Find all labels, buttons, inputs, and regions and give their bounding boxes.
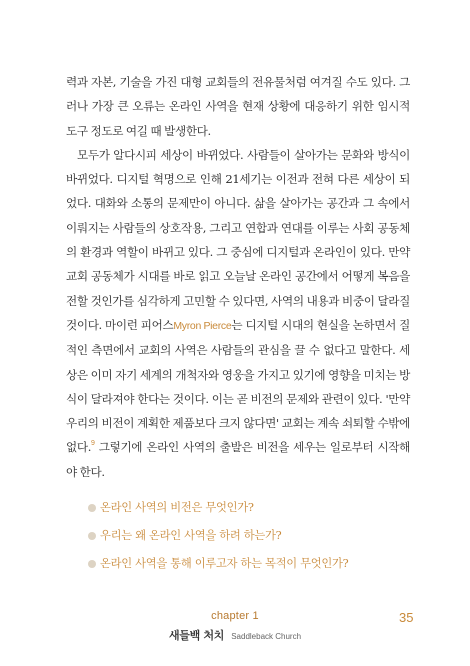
question-text: 온라인 사역의 비전은 무엇인가? — [100, 501, 254, 514]
footnote-marker: 9 — [91, 440, 95, 448]
paragraph-2-text-b: 는 디지털 시대의 현실을 논하면서 질적인 측면에서 교회의 사역은 사람들의 관심을 끌 수 없다고 말한다. 세상은 이미 자기 세계의 개척자와 영웅을 가지고 있기에 영향을 미치는 방식이 달라져야 한다는 것이다. 이는 곧 비전의 문제와 관련이 있다. '만약 우리의 비전이 계획한 제품보다 크지 않다면' 교회는 계속 쇠퇴할 수밖에 없다. — [66, 317, 411, 455]
bullet-dot-icon — [88, 560, 96, 568]
book-subtitle: Saddleback Church — [231, 632, 302, 641]
paragraph-2 — [66, 143, 410, 484]
question-item — [88, 494, 428, 522]
paragraph-1: 력과 자본, 기술을 가진 대형 교회들의 전유물처럼 여겨질 수도 있다. 그러나 가장 큰 오류는 온라인 사역을 현재 상황에 대응하기 위한 임시적 도구 정도로 여길 때 발생한다. — [66, 75, 410, 138]
question-text: 우리는 왜 온라인 사역을 하려 하는가? — [100, 529, 282, 542]
question-text: 온라인 사역을 통해 이루고자 하는 목적이 무엇인가? — [100, 557, 349, 570]
book-title: 새들백 처치 — [168, 629, 225, 642]
paragraph-2-text-a: 모두가 알다시피 세상이 바뀌었다. 사람들이 살아가는 문화와 방식이 바뀌었다. 디지털 혁명으로 인해 21세기는 이전과 전혀 다른 세상이 되었다. 대화와 소통의 문제만이 아니다. 삶을 살아가는 공간과 그 속에서 이뤄지는 사람들의 상호작용, 그리고 연합과 연대를 이루는 사회 공동체의 환경과 역할이 바뀌고 있다. 그 중심에 디지털과 온라인이 있다. 만약 교회 공동체가 시대를 바로 읽고 오늘날 온라인 공간에서 어떻게 복음을 전할 것인가를 심각하게 고민할 수 있다면, 사역의 내용과 비중이 달라질 것이다. 마이런 피어스 — [66, 147, 410, 332]
footer-chapter: chapter 1 — [211, 610, 259, 622]
question-item — [88, 522, 428, 550]
footer-book-title — [0, 624, 470, 643]
bullet-dot-icon — [88, 532, 96, 540]
question-item — [88, 550, 428, 578]
bullet-dot-icon — [88, 504, 96, 512]
body-text — [66, 70, 410, 484]
question-list — [88, 494, 428, 578]
page-number: 35 — [399, 610, 414, 625]
name-myron-pierce: Myron Pierce — [173, 319, 232, 332]
paragraph-2-text-c: 그렇기에 온라인 사역의 출발은 비전을 세우는 일로부터 시작해야 한다. — [66, 440, 410, 479]
